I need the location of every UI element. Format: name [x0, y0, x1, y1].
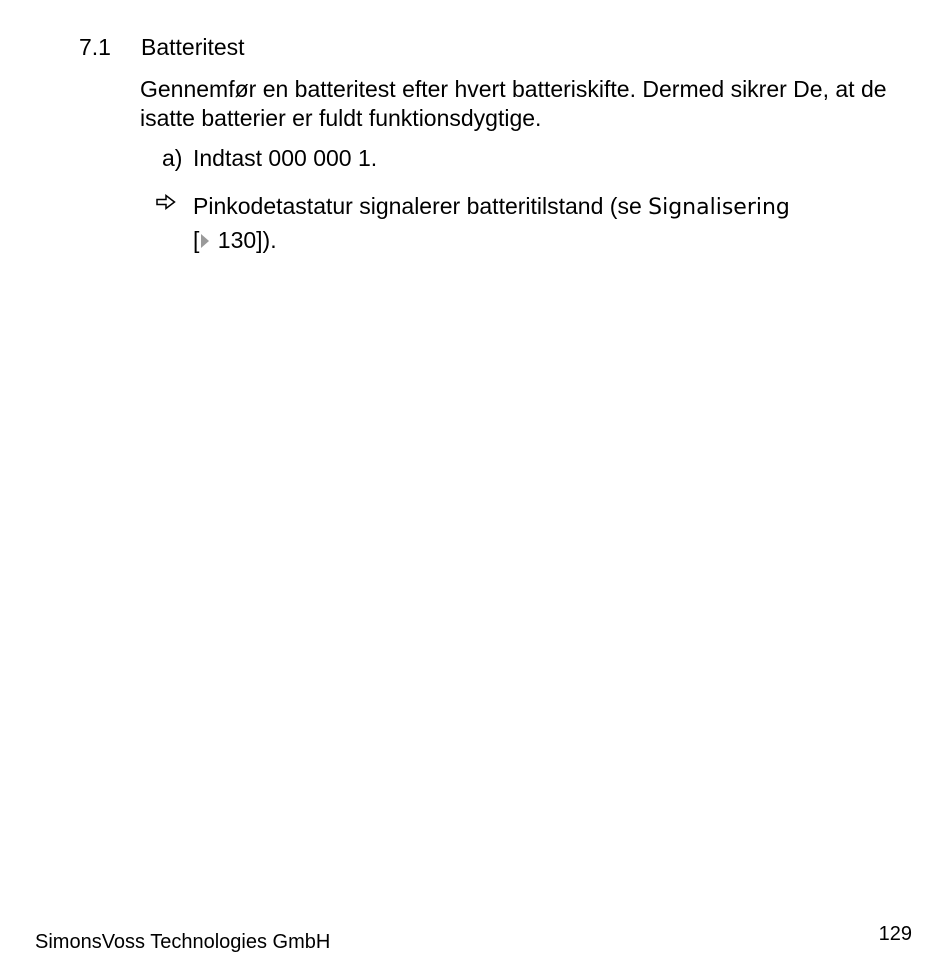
triangle-right-icon[interactable] — [199, 232, 211, 250]
section-number: 7.1 — [79, 34, 111, 60]
step-marker: a) — [162, 145, 183, 171]
result-text-after: ). — [262, 227, 277, 253]
ref-page-number[interactable]: 130] — [211, 227, 263, 253]
ref-open-bracket: [ — [193, 227, 200, 253]
page-number: 129 — [878, 923, 912, 945]
result-text-before: Pinkodetastatur signalerer batteritilstand (se — [193, 193, 649, 219]
section-title: Batteritest — [141, 34, 245, 60]
footer-company: SimonsVoss Technologies GmbH — [35, 931, 331, 953]
hollow-right-arrow-icon — [156, 194, 176, 210]
signalisering-link[interactable]: Signalisering — [648, 195, 790, 220]
result-text — [193, 190, 913, 257]
step-text: Indtast 000 000 1. — [193, 145, 378, 171]
intro-paragraph: Gennemfør en batteritest efter hvert batteriskifte. Dermed sikrer De, at de isatte batterier er fuldt funktionsdygtige. — [140, 76, 887, 131]
